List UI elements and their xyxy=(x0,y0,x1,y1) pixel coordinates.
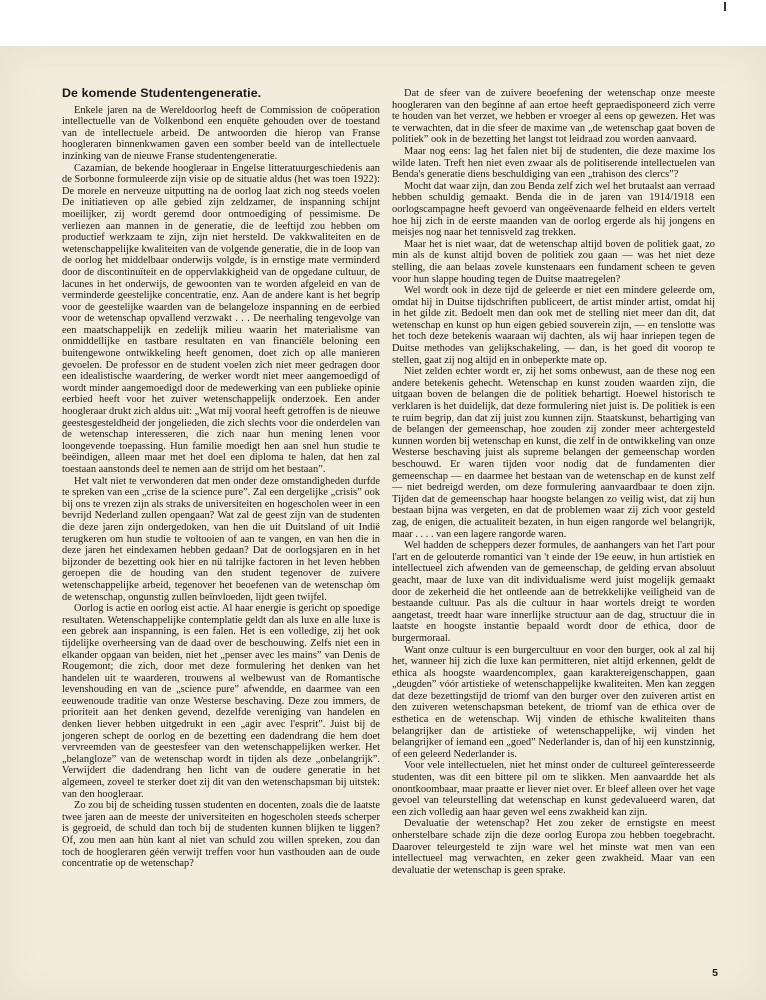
paragraph: Devaluatie der wetenschap? Het zou zeker de ernstigste en meest onherstelbare schade zijn die deze oorlog Europa zou hebben toegebracht. Daarover teleurgesteld te zijn ware wel het minste wat men van een intellectueel mag verwachten, en zeker geen zwakheid. Maar van een devaluatie der wetenschap is geen sprake. xyxy=(392,818,715,876)
page-number: 5 xyxy=(712,967,718,979)
paragraph: Dat de sfeer van de zuivere beoefening der wetenschap onze meeste hoogleraren van den beginne af aan ertoe heeft gepraedisponeerd zich verre te houden van het verzet, we hebben er vroeger al eens op gewezen. Het was te verwachten, dat in die sfeer de maxime van „de wetenschap gaat boven de politiek” ook in de bezetting het langst tot leidraad zou worden aanvaard. xyxy=(392,88,715,146)
paragraph: Cazamian, de bekende hoogleraar in Engelse litteratuurgeschiedenis aan de Sorbonne formuleerde zijn visie op de situatie aldus (het was toen 1922): De morele en nerveuze uitputting na de oorlog laat zich nog steeds voelen De initiatieven op alle gebied zijn zeldzamer, de inspanning schijnt moeilijker, zij wordt geremd door ontmoediging of pessimisme. De verliezen aan mannen in de generatie, die de leeftijd zou hebben om productief werkzaam te zijn, zijn niet hersteld. De vakkwaliteiten en de wetenschappelijke kwaliteiten van de volgende generatie, die in de loop van de oorlog het middelbaar onderwijs volgde, is in ernstige mate verminderd door de discontinuïteit en de oppervlakkigheid van de opgedane cultuur, de lacunes in het onderwijs, de gewoonten van te worden afgeleid en van de verminderde geestelijke concentratie, enz. Aan de andere kant is het begrip voor de geestelijke waarden van de belangeloze inspanning en de eerbied voor de wetenschap opvallend verzwakt . . . De neerhaling tengevolge van een maatschappelijk en zedelijk milieu waarin het materialisme van onmiddellijke en tastbare resultaten en van financiële beloning een buitengewone ontwikkeling heeft genomen, doet zich op alle manieren gevoelen. De professor en de student voelen zich niet meer gedragen door een idealistische waardering, de werker wordt niet meer aangemoedigd of wordt minder aangemoedigd door de medewerking van een publieke opinie eerbied heeft voor het zuiver wetenschappelijk onderzoek. Een ander hoogleraar drukt zich aldus uit: „Wat mij vooral heeft getroffen is de nieuwe geestesgesteldheid der jongelieden, die zich slechts voor die onderdelen van de wetenschap interesseren, die zich naar hun mening lenen voor loongevende toepassing. Hun familie moedigt hen aan snel hun studie te beëindigen, alleen maar met het doel een diploma te halen, dat hen zal toestaan aanstonds deel te nemen aan de strijd om het bestaan”. xyxy=(62,162,380,475)
paragraph: Maar het is niet waar, dat de wetenschap altijd boven de politiek gaat, zo min als de kunst altijd boven de politiek zou gaan — was het niet deze stelling, die aan belaas zovele kunstenaars een fundament scheen te geven voor hun slappe houding tegen de Duitse maatregelen? xyxy=(392,238,715,285)
paragraph: Zo zou bij de scheiding tussen studenten en docenten, zoals die de laatste twee jaren aan de meeste der universiteiten en hogescholen steeds scherper is gegroeid, de schuld dan toch bij de studenten kunnen blijken te liggen? Of, zou men aan hùn kant al niet van schuld zou willen spreken, zou dan toch de hoogleraren géén verwijt treffen voor hun vasthouden aan de oude concentratie op de wetenschap? xyxy=(62,800,380,870)
corner-mark xyxy=(724,2,726,11)
paragraph: Niet zelden echter wordt er, zij het soms onbewust, aan de these nog een andere betekenis gehecht. Wetenschap en kunst zouden waarden zijn, die uitgaan boven de belangen die de politiek behartigt. Hoewel historisch te verklaren is het duidelijk, dat deze formulering niet juist is. De politiek is een te ruim begrip, dan dat zij juist zou kunnen zijn. Staatskunst, behartiging van de belangen der gemeenschap, hoe zouden zij zonder meer achtergesteld kunnen worden bij wetenschap en kunst, die zelf in de ontwikkeling van onze Westerse beschaving juist als supreme belangen der gemeenschap worden beschouwd. Er waren tijden voor nodig dat de fundamenten dier gemeenschap — en daarmee het bestaan van de wetenschap en de kunst zelf — niet bedreigd werden, om deze formulering aanvaardbaar te doen zijn. Tijden dat de gemeenschap haar hoogste belangen zo veilig wist, dat zij hun bestaan bijna was vergeten, en dat de problemen waar zij zich voor gesteld zag, de enigen, die actualiteit bezaten, in hun eigen rangorde wel belangrijk, maar . . . . van een lagere rangorde waren. xyxy=(392,366,715,540)
right-column xyxy=(392,88,715,876)
paragraph: Het valt niet te verwonderen dat men onder deze omstandigheden durfde te spreken van een „crise de la science pure”. Zal een dergelijke „crisis” ook bij ons te vrezen zijn als straks de universiteiten en hogescholen weer in een bevrijd Nederland zullen opengaan? Wat zal de geest zijn van de studenten die deze jaren zijn ondergedoken, van hen die uit Duitsland of uit Indië terugkeren om hun studie te voltooien of aan te vangen, en van hen die in deze jaren het eindexamen hebben gedaan? Dat de oorlogsjaren en in het bijzonder de bezetting ook hier en nü talrijke factoren in het leven hebben geroepen die de houding van den student tegenover de zuivere wetenschappelijke arbeid, tegenover het beoefenen van de wetenschap òm de wetenschap, ongunstig zullen beïnvloeden, lijdt geen twijfel. xyxy=(62,475,380,603)
scan-top-margin xyxy=(0,0,766,46)
left-column xyxy=(62,88,380,870)
paragraph: Voor vele intellectuelen, niet het minst onder de cultureel geïnteresseerde studenten, was dit een bittere pil om te slikken. Men aanvaardde het als onontkoombaar, maar praatte er liever niet over. Er bleef alleen over het vage gevoel van teleurstelling dat wetenschap en kunst gedevalueerd waren, dat een zich volledig aan haar geven wel eens zwakheid kan zijn. xyxy=(392,760,715,818)
paragraph: Enkele jaren na de Wereldoorlog heeft de Commission de coöperation intellectuelle van de Volkenbond een enquête gehouden over de toestand van de intellectuele arbeid. De antwoorden die hierop van Franse hoogleraren binnenkwamen gaven een somber beeld van de intellectuele inzinking van de nieuwe Franse studentengeneratie. xyxy=(62,104,380,162)
paragraph: Wel hadden de scheppers dezer formules, de aanhangers van het l'art pour l'art en de gelouterde romantici van 't einde der 19e eeuw, in hun artistiek en intellectueel zich afwenden van de gemeenschap, de gelding ervan absoluut geacht, maar de luxe van dit individualisme werd juist mogelijk gemaakt door de zekerheid die het ontleende aan de betrekkelijke veiligheid van de bestaande cultuur. Pas als die cultuur in haar wortels dreigt te worden aangetast, treedt haar ware innerlijke structuur aan de dag, structuur die in laatste en hoogste instantie bepaald wordt door de ethica, door de burgermoraal. xyxy=(392,540,715,644)
paragraph: Wel wordt ook in deze tijd de geleerde er niet een mindere geleerde om, omdat hij in Duitse tijdschriften publiceert, de artist minder artist, omdat hij in het gilde zit. Bedoelt men dan ook met de stelling niet meer dan dit, dat wetenschap en kunst op hun eigen gebied souverein zijn, — en tenslotte was het toch deze betekenis waaraan wij dachten, als wij haar inriepen tegen de Duitse methodes van gelijkschakeling, — dan, is het goed dit voorop te stellen, gaat zij nog altijd en in onbeperkte mate op. xyxy=(392,285,715,366)
paragraph: Mocht dat waar zijn, dan zou Benda zelf zich wel het brutaalst aan verraad hebben schuldig gemaakt. Benda die in de jaren van 1914/1918 een oorlogscampagne heeft gevoerd van ongeëvenaarde felheid en elders vertelt hoe hij zich in de eerste maanden van de oorlog ergerde als hij jongens en meisjes nog naar het tennisveld zag trekken. xyxy=(392,180,715,239)
article-title: De komende Studentengeneratie. xyxy=(62,86,262,100)
paragraph: Want onze cultuur is een burgercultuur en voor den burger, ook al zal hij het, wanneer hij zich die luxe kan permitteren, niet altijd erkennen, geldt de ethica als hoogste waardencomplex, gaan karaktereigenschappen, gaan „deugden” vóór artistieke of wetenschappelijke kwaliteiten. Men kan zeggen dat deze bezettingstijd de triomf van den burger over den zuiveren artist en den zuiveren wetenschapsman betekent, de triomf van de ethica over de esthetica en de wetenschap. Wij vinden de ethische kwaliteiten thans belangrijker dan de artistieke of wetenschappelijke, wij vinden het belangrijker of iemand een „goed” Nederlander is, dan of hij een kunstzinnig, of een geleerd Nederlander is. xyxy=(392,644,715,760)
paragraph: Oorlog is actie en oorlog eist actie. Al haar energie is gericht op spoedige resultaten. Wetenschappelijke contemplatie geldt dan als luxe en alle luxe is een gebrek aan inspanning, is een falen. Het is een volledige, zij het ook tijdelijke overheersing van de daad over de beschouwing. Zelfs niet een in elkander opgaan van beiden, niet het „penser avec les mains” van Denis de Rougemont; die zich, door met deze formulering het denken van het handelen uit te waarderen, trouwens al welbewust van de Romantische levenshouding en van de „science pure” afwendde, en daarmee van een eeuwenoude traditie van onze Westerse beschaving. Deze zou immers, de prioriteit aan het denken gevend, dezelfde vereniging van handelen en denken liever hebben uitgedrukt in een „agir avec l'esprit”. Juist bij de jongeren schept de oorlog en de bezetting een dadendrang die hem doet vervreemden van de geestesfeer van den wetenschappelijken werker. Het „belangloze” van de wetenschap wordt in tijden als deze „onbelangrijk”. Verwijdert die dadendrang hen licht van de oudere generatie in het algemeen, zoveel te sterker doet zij dit van den wetenschapsman bij uitstek: van den hoogleraar. xyxy=(62,603,380,800)
paragraph: Maar nog eens: lag het falen niet bij de studenten, die deze maxime los wilde laten. Treft hen niet even zwaar als de politiserende intellectuelen van Benda's generatie diens beschuldiging van een „trahison des clercs”? xyxy=(392,145,715,181)
